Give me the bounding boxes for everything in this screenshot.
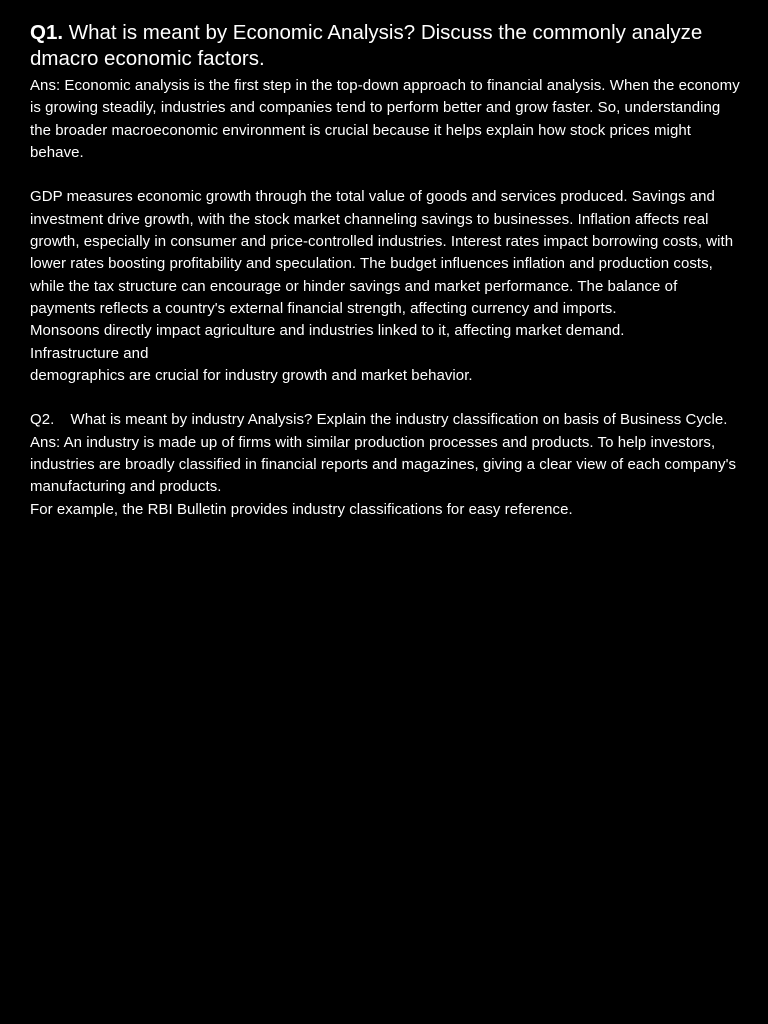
- q1-monsoon-line: Monsoons directly impact agriculture and industries linked to it, affecting market demand.: [30, 322, 625, 340]
- q1-demographics-line: demographics are crucial for industry growth and market behavior.: [30, 366, 473, 384]
- q1-infra-line: Infrastructure and: [30, 344, 149, 362]
- paragraph-gap: [30, 164, 742, 186]
- q1-number: Q1.: [30, 21, 64, 44]
- q2-question: What is meant by industry Analysis? Explain the industry classification on basis of Business Cycle.: [70, 411, 728, 429]
- q1-heading: [30, 20, 742, 72]
- q1-factors-paragraph: GDP measures economic growth through the total value of goods and services produced. Savings and investment drive growth, with the stock market channeling savings to businesses. Inflation affects real growth, especially in consumer and price-controlled industries. Interest rates impact borrowing costs, with lower rates boosting profitability and speculation. The budget influences inflation and production costs, while the tax structure can encourage or hinder savings and market performance. The balance of payments reflects a country's external financial strength, affecting currency and imports.: [30, 188, 734, 317]
- q1-question: What is meant by Economic Analysis? Discuss the commonly analyze dmacro economic factors.: [30, 21, 703, 70]
- q2-example: For example, the RBI Bulletin provides industry classifications for easy reference.: [30, 500, 573, 518]
- document-page: [30, 20, 742, 521]
- q2-answer: Ans: An industry is made up of firms with similar production processes and products. To help investors, industries are broadly classified in financial reports and magazines, giving a clear view of each company's manufacturing and products.: [30, 433, 737, 496]
- paragraph-gap: [30, 387, 742, 409]
- q2-number: Q2.: [30, 411, 55, 429]
- q2-heading: [30, 409, 742, 431]
- q1-heading-block: [30, 20, 742, 72]
- q1-answer-intro: Ans: Economic analysis is the first step in the top-down approach to financial analysis. When the economy is growing steadily, industries and companies tend to perform better and grow faster. So, understanding the broader macroeconomic environment is crucial because it helps explain how stock prices might behave.: [30, 77, 740, 161]
